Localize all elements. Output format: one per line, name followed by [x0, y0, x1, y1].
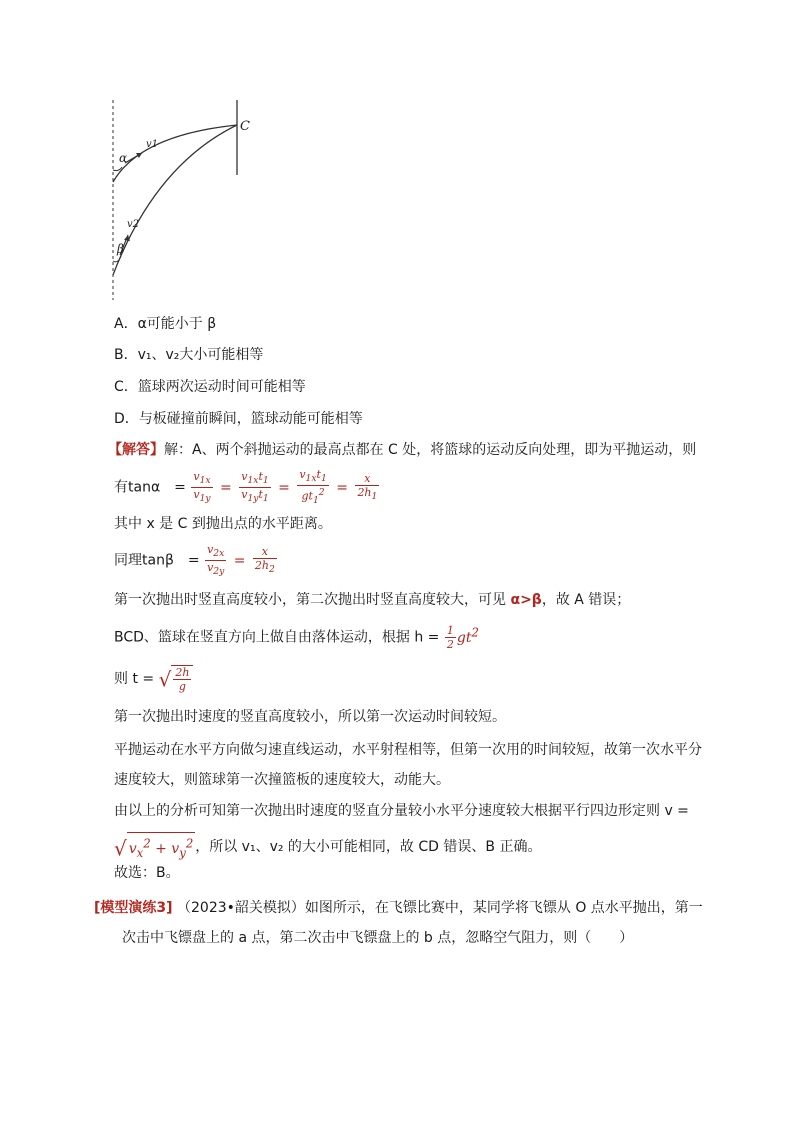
label-c: C: [240, 119, 250, 134]
practice-line-1: [94, 898, 703, 918]
trajectory-2: [113, 125, 237, 275]
bcd-text: BCD、篮球在竖直方向上做自由落体运动，根据 h =: [114, 629, 440, 646]
practice-tag: [模型演练3]: [94, 900, 173, 916]
label-alpha: α: [119, 151, 128, 165]
option-b-prefix: B．: [114, 347, 138, 363]
horizontal-2-text: 速度较大，则篮球第一次撞篮板的速度较大，动能大。: [114, 772, 450, 788]
option-d: [114, 409, 363, 429]
x-note-text: 其中 x 是 C 到抛出点的水平距离。: [114, 516, 332, 532]
option-b-v1: v₁: [137, 347, 152, 363]
first-high-end: ，故 A 错误；: [541, 592, 631, 608]
alpha-gt-beta: α>β: [510, 592, 542, 608]
practice-line-2: [122, 928, 633, 948]
first-high-text: 第一次抛出时竖直高度较小，第二次抛出时竖直高度较大，可见: [114, 592, 506, 608]
solution-intro-text: 解：A、两个斜抛运动的最高点都在 C 处，将篮球的运动反向处理，即为平抛运动，则: [164, 442, 697, 458]
trajectory-figure: [100, 95, 260, 305]
option-a: [114, 314, 216, 334]
analysis-line-2: √ $v_x^2 + v_y^2$ ，所以 v₁、v₂ 的大小可能相同，故 CD 错误、B 正确。: [114, 832, 541, 862]
option-b-sep: 、: [151, 347, 166, 363]
bcd-line: BCD、篮球在竖直方向上做自由落体运动，根据 h = $\frac{1}{2}$ $gt^2$: [114, 624, 479, 652]
option-b: [114, 345, 263, 365]
practice-line2-text: 次击中飞镖盘上的 a 点，第二次击中飞镖盘上的 b 点，忽略空气阻力，则（ ）: [122, 930, 634, 946]
solution-intro: [108, 440, 696, 460]
label-v1: v1: [146, 139, 159, 150]
angle-alpha-arc: [113, 167, 122, 171]
choice-line: [114, 863, 180, 883]
label-beta: β: [117, 242, 124, 256]
option-c: [114, 377, 306, 397]
analysis-line-1: [114, 801, 689, 821]
tan-alpha-prefix: 有tanα =: [114, 479, 186, 496]
choice-text: 故选：B。: [114, 865, 180, 881]
time-short-line: [114, 707, 506, 727]
analysis-text: 由以上的分析可知第一次抛出时速度的竖直分量较小水平分速度较大根据平行四边形定则 v =: [114, 803, 689, 819]
t-prefix: 则 t =: [114, 671, 155, 687]
trajectory-1: [113, 125, 237, 182]
line-short-text: 第一次抛出时速度的竖直高度较小，所以第一次运动时间较短。: [114, 709, 506, 725]
tan-beta-equation: 同理tanβ = $\frac{v_{2x}}{v_{2y}}$ = $\frac{x}{2h_2}$: [114, 543, 275, 578]
option-c-text: C．篮球两次运动时间可能相等: [114, 379, 306, 395]
analysis-2-text: ，所以 v₁、v₂ 的大小可能相同，故 CD 错误、B 正确。: [195, 839, 542, 856]
first-throw-line: [114, 590, 630, 610]
tan-beta-prefix: 同理tanβ =: [114, 552, 200, 569]
t-equation: 则 t = √ $\frac{2h}{g}$: [114, 665, 193, 693]
tan-alpha-equation: 有tanα = $\frac{v_{1x}}{v_{1y}}$ = $\frac{v_{1x}t_1}{v_{1y}t_1}$ = $\frac{v_{1x}t_1}{gt_1^2}$ = $\frac{x}{2h_1}$: [114, 468, 378, 507]
option-b-rest: 大小可能相等: [179, 347, 264, 363]
x-note: [114, 514, 332, 534]
practice-line1-text: （2023•韶关模拟）如图所示，在飞镖比赛中，某同学将飞镖从 O 点水平抛出，第一: [177, 900, 703, 916]
horizontal-line-2: [114, 770, 450, 790]
option-b-v2: v₂: [165, 347, 180, 363]
label-v2: v2: [127, 219, 140, 230]
solution-tag: 【解答】: [108, 442, 164, 458]
option-d-text: D．与板碰撞前瞬间，篮球动能可能相等: [114, 411, 363, 427]
horizontal-line-1: [114, 740, 702, 760]
horizontal-1-text: 平抛运动在水平方向做匀速直线运动，水平射程相等，但第一次用的时间较短，故第一次水平分: [114, 742, 702, 758]
option-a-text: A．α可能小于 β: [114, 316, 217, 332]
